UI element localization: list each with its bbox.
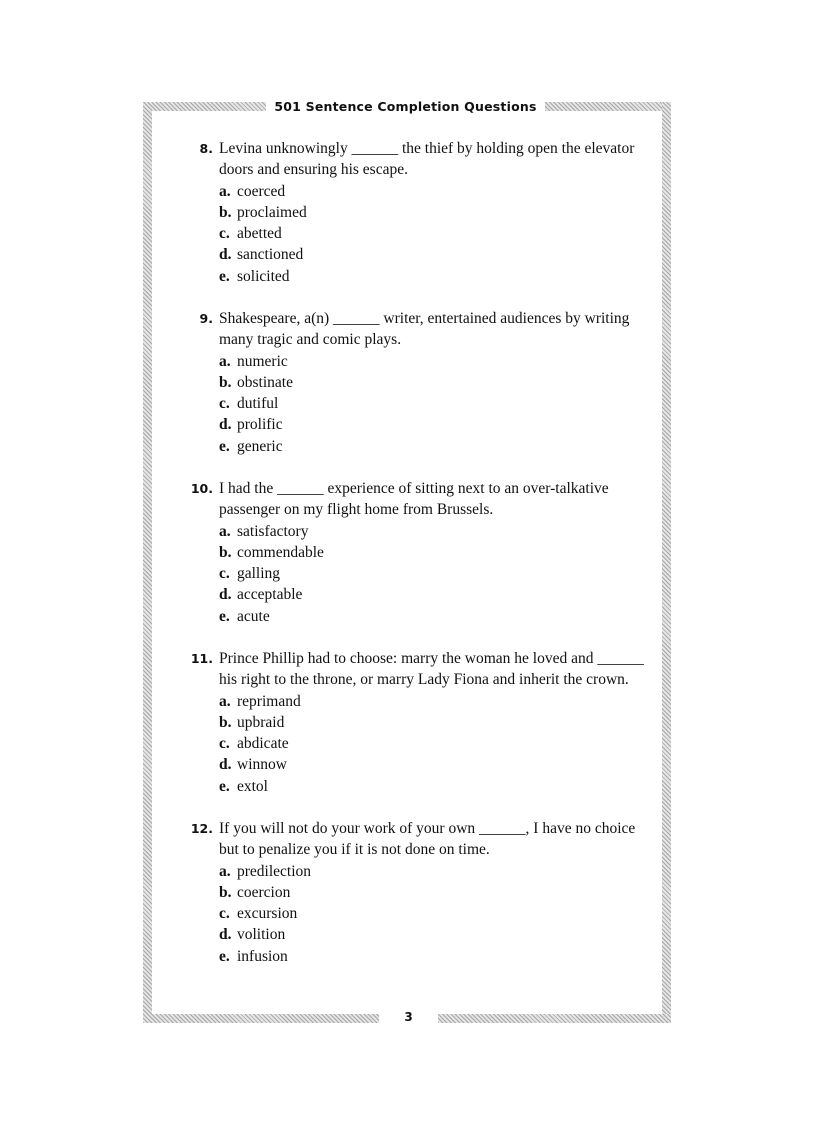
question-stem: I had the ______ experience of sitting next to an over-talkative passenger on my flight home from Brussels. [219,480,609,519]
question-stem: If you will not do your work of your own ______, I have no choice but to penalize you if it is not done on time. [219,820,636,859]
page-number: 3 [404,1010,413,1024]
question-11 [180,648,650,797]
choice-b: b. proclaimed [219,203,307,221]
choice-d: d. winnow [219,756,287,774]
question-8 [180,138,650,287]
answer-choices [219,181,650,287]
frame-right [662,102,671,1023]
question-12 [180,818,650,967]
answer-choices [219,351,650,457]
choice-a: a. coerced [219,182,286,200]
question-number: 12. [190,821,213,836]
question-number: 11. [190,651,213,666]
answer-choices [219,691,650,797]
choice-a: a. reprimand [219,692,301,710]
question-number: 8. [199,141,213,156]
choice-a: a. numeric [219,352,288,370]
answer-choices [219,521,650,627]
choice-a: a. satisfactory [219,522,309,540]
choice-e: e. infusion [219,947,288,965]
choice-a: a. predilection [219,862,312,880]
choice-b: b. upbraid [219,713,285,731]
frame-top-right [545,102,671,111]
choice-b: b. coercion [219,883,291,901]
choice-e: e. extol [219,777,268,795]
question-stem: Prince Phillip had to choose: marry the woman he loved and ______ his right to the throne, or marry Lady Fiona and inherit the crown. [219,650,644,689]
choice-c: c. excursion [219,905,298,923]
page-title: 501 Sentence Completion Questions [274,99,537,114]
frame-bottom-right [438,1014,671,1023]
question-9 [180,308,650,457]
choice-b: b. commendable [219,543,324,561]
question-number: 9. [199,311,213,326]
question-stem: Shakespeare, a(n) ______ writer, entertained audiences by writing many tragic and comic plays. [219,310,630,349]
choice-e: e. solicited [219,267,290,285]
question-10 [180,478,650,627]
choice-b: b. obstinate [219,373,293,391]
choice-c: c. abetted [219,225,282,243]
question-stem: Levina unknowingly ______ the thief by holding open the elevator doors and ensuring his escape. [219,140,635,179]
choice-e: e. acute [219,607,270,625]
frame-top-left [143,102,266,111]
choice-c: c. galling [219,565,281,583]
answer-choices [219,861,650,967]
choice-d: d. sanctioned [219,246,304,264]
choice-d: d. volition [219,926,286,944]
choice-d: d. prolific [219,416,283,434]
choice-e: e. generic [219,437,283,455]
choice-d: d. acceptable [219,586,303,604]
frame-left [143,102,152,1023]
question-number: 10. [190,481,213,496]
choice-c: c. abdicate [219,735,289,753]
choice-c: c. dutiful [219,395,279,413]
frame-bottom-left [143,1014,379,1023]
